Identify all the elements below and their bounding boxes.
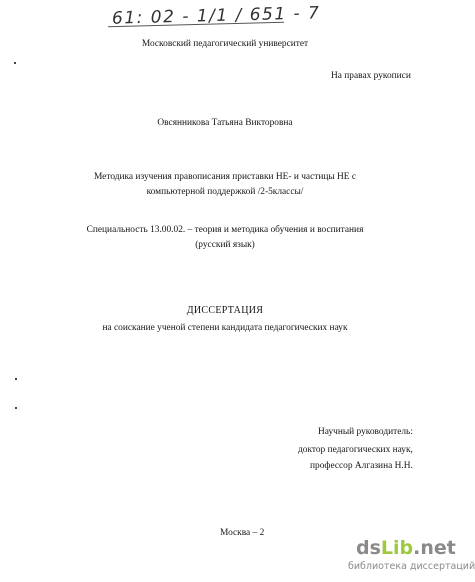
city-year: Москва – 2: [220, 528, 265, 538]
work-title-line-1: Методика изучения правописания приставки НЕ- и частицы НЕ с: [93, 172, 357, 182]
rights-note: На правах рукописи: [331, 71, 411, 81]
supervisor-name: профессор Алгазина Н.Н.: [310, 461, 413, 471]
dissertation-label: ДИССЕРТАЦИЯ: [186, 305, 264, 316]
watermark-subtitle: библиотека диссертаций: [348, 561, 475, 572]
university-name: Московский педагогический университет: [141, 39, 309, 49]
handwritten-catalog-number: 61: 02 - 1/1 / 651 - 7: [111, 3, 321, 29]
dslib-watermark: [348, 534, 475, 582]
dissertation-purpose: на соискание ученой степени кандидата педагогических наук: [102, 323, 348, 333]
logo-net: .net: [413, 537, 456, 559]
logo-ds: ds: [356, 537, 381, 559]
specialty-line-2: (русский язык): [195, 240, 255, 250]
scan-speck: [15, 407, 17, 409]
logo-lib: Lib: [380, 537, 414, 559]
author-name: Овсянникова Татьяна Викторовна: [157, 118, 293, 128]
work-title-line-2: компьютерной поддержкой /2-5классы/: [146, 187, 304, 197]
supervisor-label: Научный руководитель:: [318, 427, 413, 437]
dslib-logo: [356, 537, 456, 559]
specialty-line-1: Специальность 13.00.02. – теория и методика обучения и воспитания: [86, 225, 364, 235]
scan-speck: [14, 62, 16, 64]
scan-speck: [15, 378, 17, 380]
supervisor-degree: доктор педагогических наук,: [298, 445, 413, 455]
